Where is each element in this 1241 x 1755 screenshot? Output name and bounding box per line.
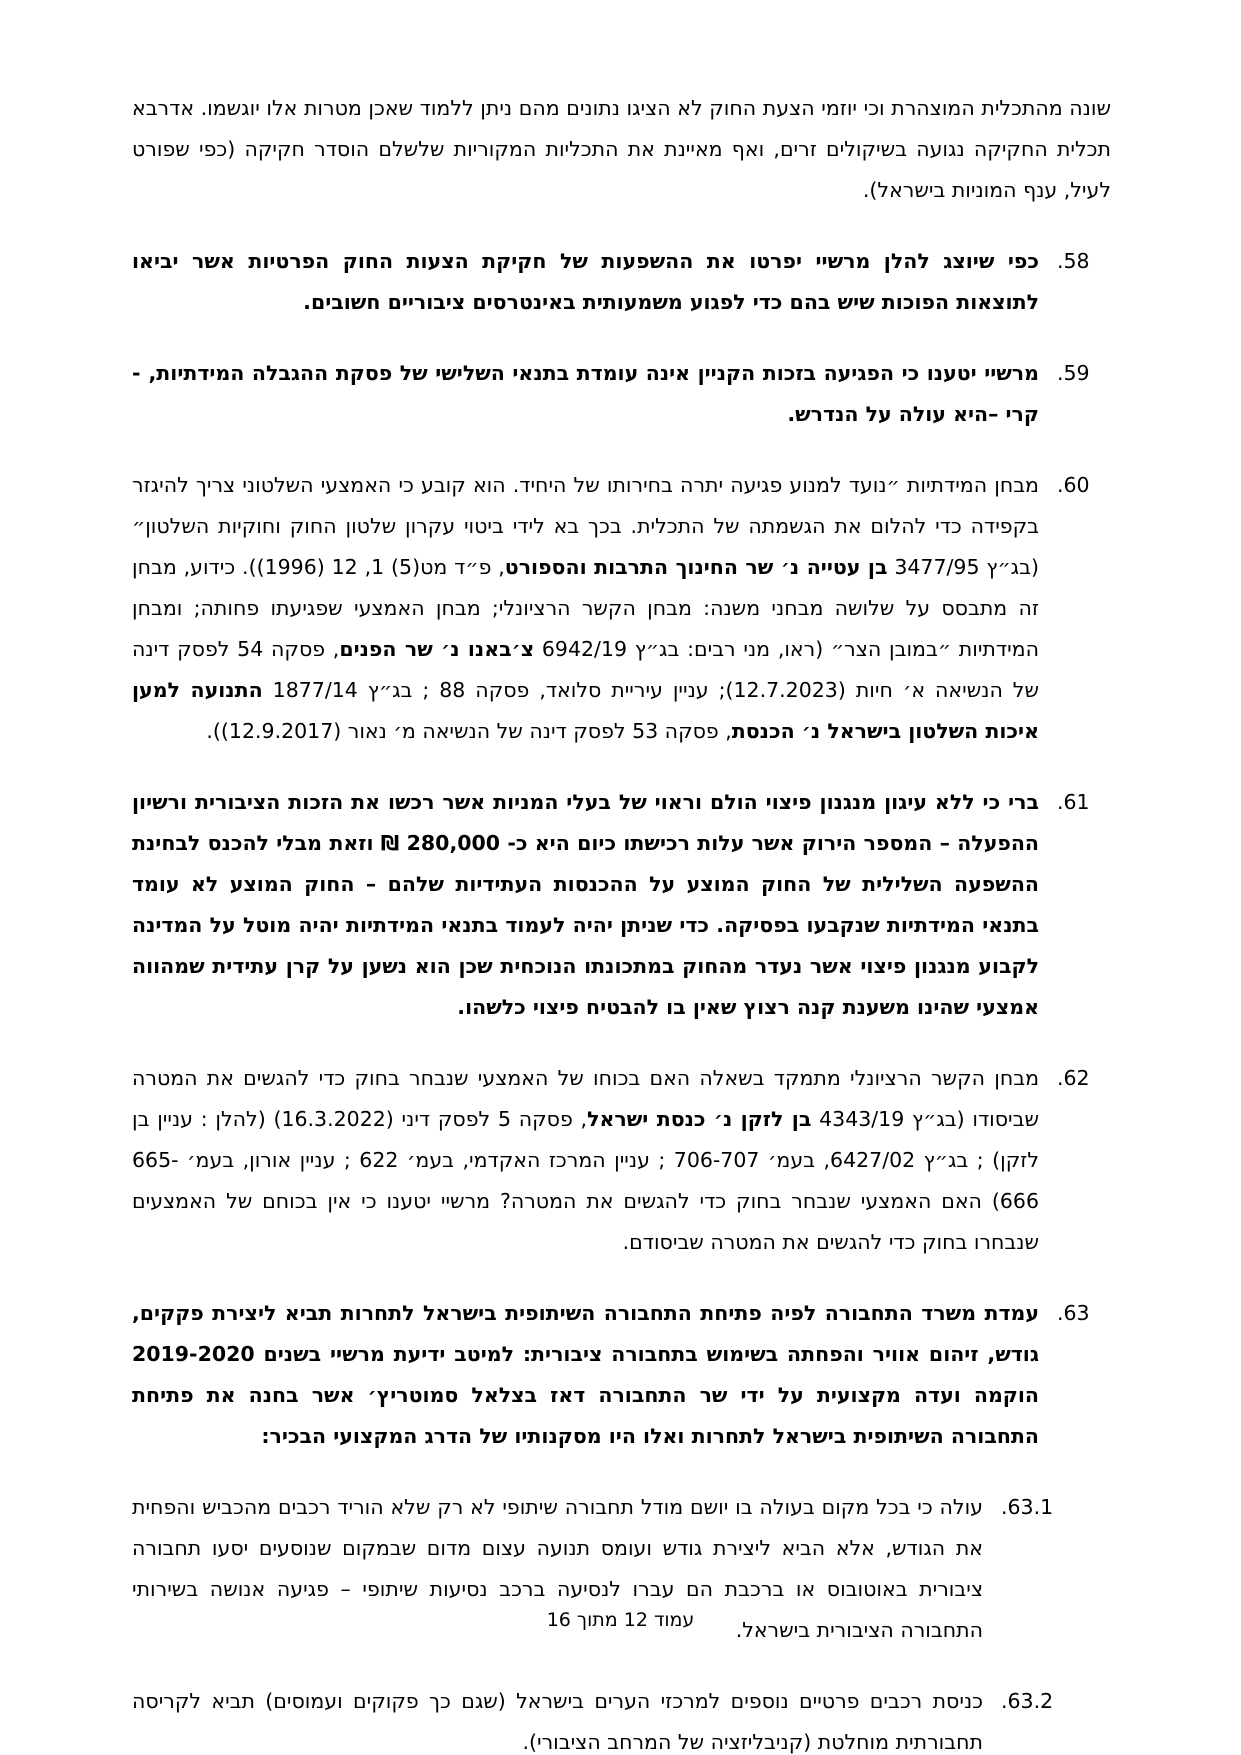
intro-paragraph: שונה מהתכלית המוצהרת וכי יוזמי הצעת החוק לא הציגו נתונים מהם ניתן ללמוד שאכן מטרות אלו יוגשמו. אדרבא תכלית החקיקה נגועה בשיקולים זרים, ואף מאיינת את התכליות המקוריות שלשלם הוסדר חקיקה (כפי שפורט לעיל, ענף המוניות בישראל). — [132, 96, 1111, 202]
text-run: , פסקה 53 לפסק דינה של הנשיאה מ׳ נאור (12.9.2017)). — [206, 719, 732, 743]
item-text — [132, 353, 1039, 435]
item-text: עמדת משרד התחבורה לפיה פתיחת התחבורה השיתופית בישראל לתחרות תביא ליצירת פקקים, גודש, זיהום אוויר והפחתה בשימוש בתחבורה ציבורית: למיטב ידיעת מרשיי בשנים 2019-2020 הוקמה ועדה מקצועית על ידי שר התחבורה דאז בצלאל סמוטריץ׳ אשר בחנה את פתיחת התחבורה השיתופית בישראל לתחרות ואלו היו מסקנותיו של הדרג המקצועי הבכיר: — [132, 1301, 1039, 1448]
item-number: .63.1 — [1001, 1495, 1054, 1519]
item-text — [132, 465, 1039, 752]
case-citation-bold: בן עטייה נ׳ שר החינוך התרבות והספורט — [504, 555, 888, 579]
text-run: , פ״ד מט(5) 1, 12 (1996)). כידוע, מבחן זה מתבסס על שלושה מבחני משנה: מבחן הקשר הרציונלי; מבחן האמצעי שפגיעתו פחותה; ומבחן המידתיות ״במובן הצר״ (ראו, מני רבים: בג״ץ 6942/19 — [132, 555, 1039, 661]
item-number: .58 — [1057, 249, 1090, 273]
item-number: .60 — [1057, 473, 1090, 497]
list-item — [132, 1058, 1111, 1263]
dash-marker: - — [132, 361, 141, 385]
text-run: , פסקה 54 לפסק דינה של הנשיאה א׳ חיות (12.7.2023); עניין עיריית סלואד, פסקה 88 ; בג״ץ 1877/14 — [132, 637, 1039, 702]
item-text: ברי כי ללא עיגון מנגנון פיצוי הולם וראוי של בעלי המניות אשר רכשו את הזכות הציבורית ורשיון ההפעלה – המספר הירוק אשר עלות רכישתו כיום היא כ- 280,000 ₪ וזאת מבלי להכנס לבחינת ההשפעה השלילית של החוק המוצע על ההכנסות העתידיות שלהם – החוק המוצע לא עומד בתנאי המידתיות שנקבעו בפסיקה. כדי שניתן יהיה לעמוד בתנאי המידתיות יהיה מוטל על המדינה לקבוע מנגנון פיצוי אשר נעדר מהחוק במתכונתו הנוכחית שכן הוא נשען על קרן עתידית שמהווה אמצעי שהינו משענת קנה רצוץ שאין בו להבטיח פיצוי כלשהו. — [132, 790, 1039, 1019]
item-number: .63.2 — [1001, 1689, 1054, 1713]
item-text-content: מרשיי יטענו כי הפגיעה בזכות הקניין אינה עומדת בתנאי השלישי של פסקת ההגבלה המידתיות, קרי –היא עולה על הנדרש. — [148, 361, 1039, 426]
list-item — [132, 1293, 1111, 1457]
text-run: מבחן המידתיות ״נועד למנוע פגיעה יתרה בחירותו של היחיד. הוא קובע כי האמצעי השלטוני צריך להיגזר בקפידה כדי להלום את הגשמתה של התכלית. בכך בא לידי ביטוי עקרון שלטון החוק וחוקיות השלטון״ (בג״ץ 3477/95 — [132, 473, 1039, 579]
item-number: .61 — [1057, 790, 1090, 814]
page-footer: עמוד 12 מתוך 16 — [546, 1609, 695, 1631]
item-text: כניסת רכבים פרטיים נוספים למרכזי הערים בישראל (שגם כך פקוקים ועמוסים) תביא לקריסה תחבורתית מוחלטת (קניבליזציה של המרחב הציבורי). — [132, 1689, 983, 1754]
list-item — [132, 1681, 1111, 1755]
item-text: עולה כי בכל מקום בעולה בו יושם מודל תחבורה שיתופי לא רק שלא הוריד רכבים מהכביש והפחית את הגודש, אלא הביא ליצירת גודש ועומס תנועה עצום מדום שבמקום שנוסעים יסעו תחבורה ציבורית באוטובוס או ברכבת הם עברו לנסיעה ברכב נסיעות שיתופי – פגיעה אנושה בשירותי התחבורה הציבורית בישראל. — [132, 1495, 983, 1642]
case-citation-bold: התנועה למען איכות השלטון בישראל נ׳ הכנסת — [132, 678, 1039, 743]
case-citation-bold: צ׳באנו נ׳ שר הפנים — [339, 637, 535, 661]
item-number: .62 — [1057, 1066, 1090, 1090]
item-number: .63 — [1057, 1301, 1090, 1325]
list-item — [132, 465, 1111, 752]
item-number: .59 — [1057, 361, 1090, 385]
document-body — [132, 88, 1111, 1755]
list-item — [132, 353, 1111, 435]
case-citation-bold: בן לזקן נ׳ כנסת ישראל — [587, 1107, 812, 1131]
list-item — [132, 241, 1111, 323]
text-run: מבחן הקשר הרציונלי מתמקד בשאלה האם בכוחו של האמצעי שנבחר בחוק כדי להגשים את המטרה שביסודו (בג״ץ 4343/19 — [132, 1066, 1039, 1131]
item-text — [132, 1058, 1039, 1263]
list-item — [132, 782, 1111, 1028]
text-run: , פסקה 5 לפסק דיני (16.3.2022) (להלן : עניין בן לזקן) ; בג״ץ 6427/02, בעמ׳ 706-707 ; עניין המרכז האקדמי, בעמ׳ 622 ; עניין אורון, בעמ׳ 665-666) האם האמצעי שנבחר בחוק כדי להגשים את המטרה? מרשיי יטענו כי אין בכוחם של האמצעים שנבחרו בחוק כדי להגשים את המטרה שביסודם. — [132, 1107, 1039, 1254]
item-text: כפי שיוצג להלן מרשיי יפרטו את ההשפעות של חקיקת הצעות החוק הפרטיות אשר יביאו לתוצאות הפוכות שיש בהם כדי לפגוע משמעותית באינטרסים ציבוריים חשובים. — [132, 249, 1039, 314]
